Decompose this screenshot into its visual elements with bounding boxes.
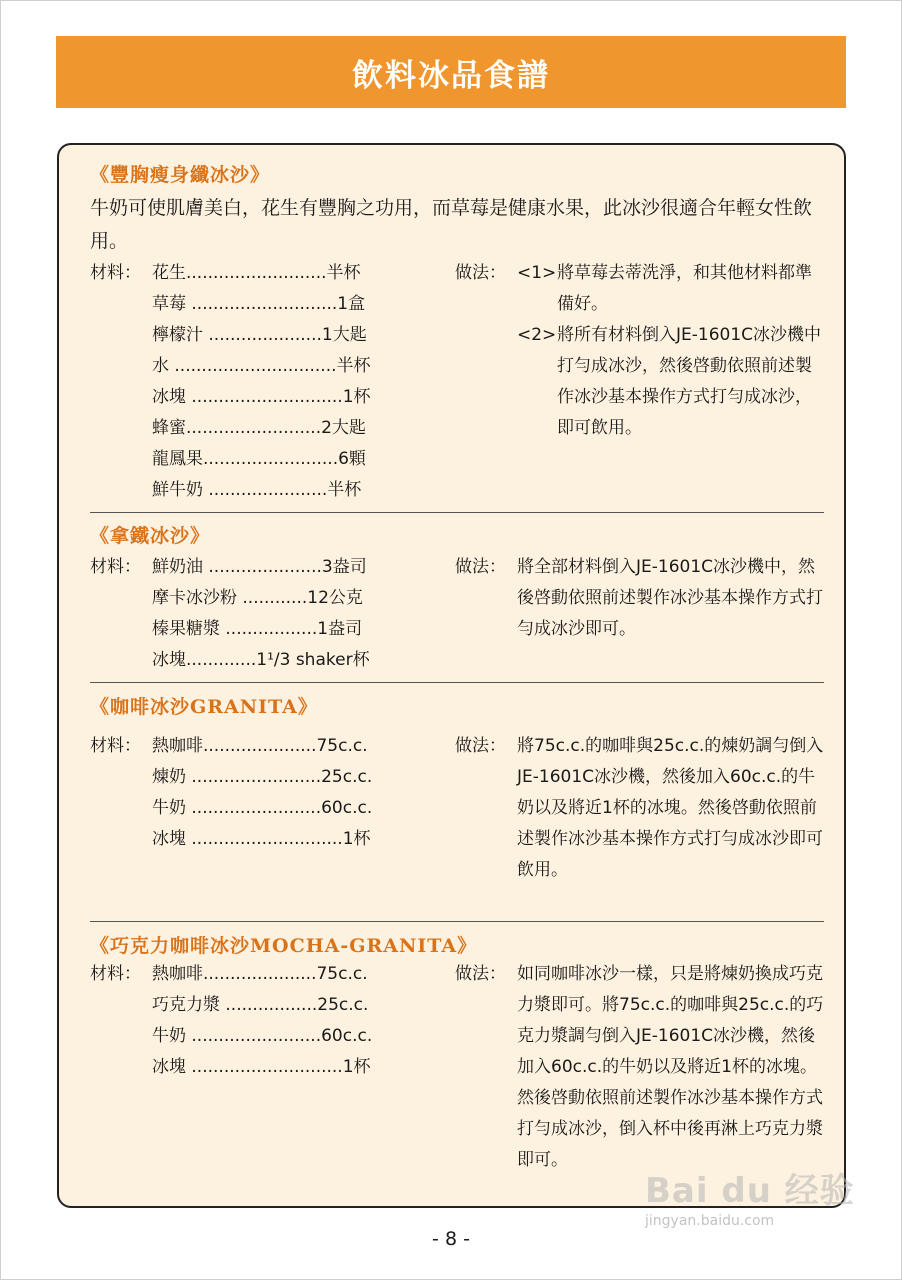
ingredient-item: 龍鳳果.........................6顆 [152, 449, 366, 469]
ingredients-list [90, 959, 372, 1083]
watermark-logo: Bai du 经验 [645, 1171, 855, 1211]
ingredient-item: 冰塊 ............................1杯 [152, 829, 371, 849]
ingredients-list [90, 731, 372, 855]
ingredient-item: 花生..........................半杯 [152, 263, 361, 283]
ingredients-list [90, 552, 370, 676]
ingredient-item: 草莓 ...........................1盒 [152, 294, 366, 314]
ingredient-item: 牛奶 ........................60c.c. [152, 1026, 373, 1046]
recipe-heading: 《巧克力咖啡冰沙MOCHA-GRANITA》 [90, 935, 478, 957]
ingredient-item: 蜂蜜.........................2大匙 [152, 418, 366, 438]
method-label: 做法： [455, 964, 506, 984]
ingredients-label: 材料： [90, 263, 141, 283]
method-step [517, 320, 827, 444]
ingredient-item: 冰塊.............1¹/3 shaker杯 [152, 650, 370, 670]
ingredient-item: 鮮奶油 .....................3盎司 [152, 557, 367, 577]
watermark-url: jingyan.baidu.com [645, 1213, 775, 1229]
method-label: 做法： [455, 736, 506, 756]
step-number: <1> [517, 263, 557, 283]
recipe-heading: 《咖啡冰沙GRANITA》 [90, 696, 318, 718]
ingredients-label: 材料： [90, 557, 141, 577]
recipe-intro: 牛奶可使肌膚美白，花生有豐胸之功用，而草莓是健康水果，此冰沙很適合年輕女性飲用。 [90, 197, 813, 252]
method-text: 將全部材料倒入JE-1601C冰沙機中，然後啓動依照前述製作冰沙基本操作方式打勻成冰沙即可。 [517, 557, 823, 639]
ingredient-item: 冰塊 ............................1杯 [152, 387, 371, 407]
ingredient-item: 巧克力漿 .................25c.c. [152, 995, 369, 1015]
title-banner [56, 36, 846, 108]
page-title: 飲料冰品食譜 [352, 57, 550, 94]
step-text: 將草莓去蒂洗淨，和其他材料都準備好。 [557, 263, 812, 314]
ingredients-list [90, 258, 371, 506]
ingredient-item: 煉奶 ........................25c.c. [152, 767, 373, 787]
ingredient-item: 熱咖啡.....................75c.c. [152, 736, 368, 756]
ingredient-item: 冰塊 ............................1杯 [152, 1057, 371, 1077]
section-divider [90, 512, 824, 513]
method-block [455, 731, 827, 886]
ingredient-item: 檸檬汁 .....................1大匙 [152, 325, 367, 345]
step-text: 將所有材料倒入JE-1601C冰沙機中打勻成冰沙，然後啓動依照前述製作冰沙基本操作方式打勻成冰沙，即可飲用。 [557, 325, 822, 438]
recipe-heading: 《豐胸瘦身纖冰沙》 [90, 164, 271, 186]
method-label: 做法： [455, 263, 506, 283]
ingredients-label: 材料： [90, 736, 141, 756]
method-text: 將75c.c.的咖啡與25c.c.的煉奶調勻倒入JE-1601C冰沙機，然後加入60c.c.的牛奶以及將近1杯的冰塊。然後啓動依照前述製作冰沙基本操作方式打勻成冰沙即可飲用。 [517, 736, 824, 880]
recipe-heading: 《拿鐵冰沙》 [90, 525, 211, 547]
step-number: <2> [517, 325, 557, 345]
ingredient-item: 熱咖啡.....................75c.c. [152, 964, 368, 984]
ingredient-item: 牛奶 ........................60c.c. [152, 798, 373, 818]
ingredient-item: 摩卡冰沙粉 ............12公克 [152, 588, 363, 608]
ingredient-item: 榛果糖漿 .................1盎司 [152, 619, 363, 639]
page-number: - 8 - [432, 1228, 470, 1250]
ingredients-label: 材料： [90, 964, 141, 984]
method-block [455, 258, 827, 444]
method-block [455, 959, 827, 1176]
section-divider [90, 682, 824, 683]
method-label: 做法： [455, 557, 506, 577]
ingredient-item: 水 ..............................半杯 [152, 356, 371, 376]
ingredient-item: 鮮牛奶 ......................半杯 [152, 480, 362, 500]
section-divider [90, 921, 824, 922]
method-block [455, 552, 827, 645]
method-text: 如同咖啡冰沙一樣，只是將煉奶換成巧克力漿即可。將75c.c.的咖啡與25c.c.的巧克力漿調勻倒入JE-1601C冰沙機，然後加入60c.c.的牛奶以及將近1杯的冰塊。然後啓動依照前述製作冰沙基本操作方式打勻成冰沙，倒入杯中後再淋上巧克力漿即可。 [517, 964, 824, 1170]
method-step [517, 258, 827, 320]
